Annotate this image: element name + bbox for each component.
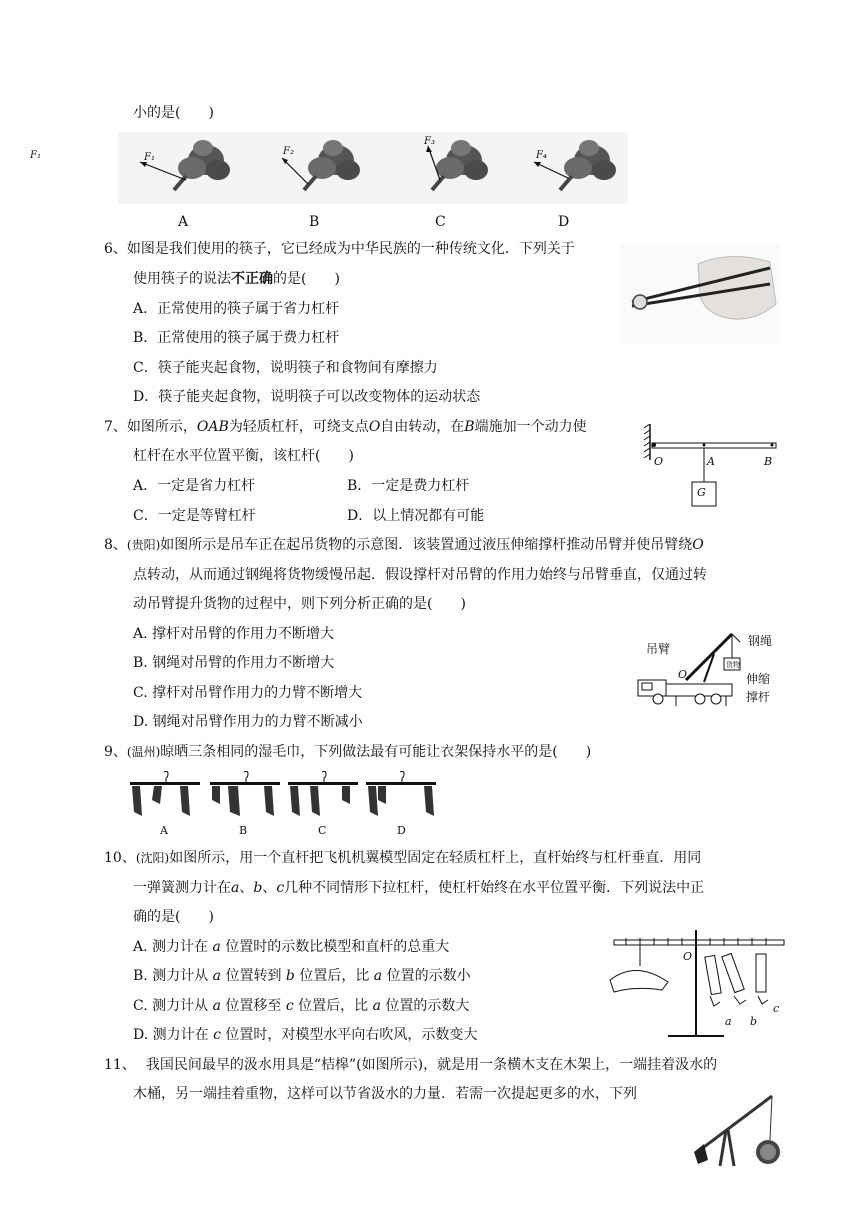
q8-option-b: B. 钢绳对吊臂的作用力不断增大: [133, 655, 335, 671]
q7-label-b: B: [764, 455, 773, 468]
q5-option-a-label: A: [178, 214, 189, 230]
q8-stem-line3: 动吊臂提升货物的过程中，则下列分析正确的是( ): [133, 596, 466, 612]
q6-option-b: B．正常使用的筷子属于费力杠杆: [133, 330, 340, 346]
q11-stem-line2: 木桶，另一端挂着重物，这样可以节省汲水的力量．若需一次提起更多的水，下列: [133, 1086, 637, 1102]
q8-source: (贵阳): [126, 538, 161, 552]
q7-number: 7、: [104, 419, 127, 435]
q10-stem-line3: 确的是( ): [133, 909, 214, 925]
q5-force-label: F₁: [30, 150, 41, 161]
q9-option-d-label: D: [397, 824, 406, 837]
q10-label-o: O: [683, 950, 693, 963]
q7-label-o: O: [654, 455, 664, 468]
q10-stem-line2: 一弹簧测力计在a、b、c几种不同情形下拉杠杆，使杠杆始终在水平位置平衡．下列说法中正: [133, 880, 705, 896]
q8-label-o: O: [678, 668, 688, 681]
q6-emphasis: 不正确: [231, 271, 273, 287]
q8-label-strut1: 伸缩: [746, 672, 771, 686]
q9-stem: 9、(温州)晾晒三条相同的湿毛巾，下列做法最有可能让衣架保持水平的是( ): [104, 744, 592, 760]
q7-option-d: D．以上情况都有可能: [347, 508, 485, 524]
q10-option-c: C. 测力计从 a 位置移至 c 位置后，比 a 位置的示数大: [133, 998, 470, 1014]
q9-option-a-label: A: [160, 824, 168, 837]
q8-label-arm: 吊臂: [646, 642, 671, 656]
q6-chopsticks-figure: [620, 244, 780, 344]
q7-option-b: B．一定是费力杠杆: [347, 478, 470, 494]
q7-stem-line2: 杠杆在水平位置平衡，该杠杆( ): [133, 448, 354, 464]
q8-option-c: C. 撑杆对吊臂作用力的力臂不断增大: [133, 685, 363, 701]
q9-option-b-label: B: [239, 824, 248, 837]
q7-label-g: G: [697, 486, 706, 499]
q8-stem-line1: 8、(贵阳)如图所示是吊车正在起吊货物的示意图．该装置通过液压伸缩撑杆推动吊臂并使吊臂绕O: [104, 537, 704, 553]
q7-label-a: A: [707, 455, 715, 468]
q6-stem-line2: 使用筷子的说法不正确的是( ): [133, 271, 340, 287]
q7-option-a: A．一定是省力杠杆: [133, 478, 256, 494]
q10-option-a: A. 测力计在 a 位置时的示数比模型和直杆的总重大: [133, 939, 450, 955]
q11-stem-line1: 11、 我国民间最早的汲水用具是“桔槔”(如图所示)，就是用一条横木支在木架上，一端挂着汲水的: [104, 1057, 718, 1073]
q10-number: 10、: [104, 850, 136, 866]
q5-force-label: F₄: [536, 150, 547, 161]
q5-figure: [118, 132, 628, 204]
q8-stem-line2: 点转动，从而通过钢绳将货物缓慢吊起．假设撑杆对吊臂的作用力始终与吊臂垂直，仅通过转: [133, 567, 707, 583]
q10-label-c: c: [773, 1002, 780, 1015]
q8-option-a: A. 撑杆对吊臂的作用力不断增大: [133, 626, 335, 642]
q7-option-c: C．一定是等臂杠杆: [133, 508, 256, 524]
q8-label-cargo: 货物: [726, 661, 740, 669]
q5-force-label: F₃: [424, 136, 435, 147]
q10-source: (沈阳): [135, 851, 170, 865]
q6-option-c: C．筷子能夹起食物，说明筷子和食物间有摩擦力: [133, 360, 438, 376]
q10-label-a: a: [725, 1015, 732, 1028]
q8-number: 8、: [104, 537, 127, 553]
q9-source: (温州): [126, 745, 161, 759]
q11-well-sweep-figure: [690, 1090, 790, 1170]
q8-label-rope: 钢绳: [748, 634, 773, 648]
q9-hangers-figure: [128, 770, 444, 822]
q5-force-label: F₁: [144, 152, 155, 163]
q10-option-b: B. 测力计从 a 位置转到 b 位置后，比 a 位置的示数小: [133, 968, 471, 984]
q11-number: 11、: [104, 1057, 136, 1073]
q10-label-b: b: [750, 1015, 758, 1028]
q6-option-a: A．正常使用的筷子属于省力杠杆: [133, 301, 340, 317]
q8-label-strut2: 撑杆: [746, 690, 771, 704]
q5-stem-tail: 小的是( ): [133, 105, 214, 121]
q8-option-d: D. 钢绳对吊臂作用力的力臂不断减小: [133, 714, 363, 730]
q6-stem-line1: 6、如图是我们使用的筷子，它已经成为中华民族的一种传统文化．下列关于: [104, 241, 575, 257]
q6-number: 6、: [104, 241, 127, 257]
q10-stem-line1: 10、(沈阳)如图所示，用一个直杆把飞机机翼模型固定在轻质杠杆上，直杆始终与杠杆垂直．用同: [104, 850, 702, 866]
q9-number: 9、: [104, 744, 127, 760]
q9-option-c-label: C: [318, 824, 327, 837]
q10-option-d: D. 测力计在 c 位置时，对模型水平向右吹风，示数变大: [133, 1027, 478, 1043]
q6-option-d: D．筷子能夹起食物，说明筷子可以改变物体的运动状态: [133, 389, 481, 405]
q7-lever-figure: [642, 424, 782, 516]
q5-force-label: F₂: [283, 146, 294, 157]
q10-lever-figure: [606, 930, 786, 1042]
q5-option-d-label: D: [558, 214, 570, 230]
q5-option-c-label: C: [435, 214, 446, 230]
q7-stem-line1: 7、如图所示，OAB为轻质杠杆，可绕支点O自由转动，在B端施加一个动力使: [104, 419, 587, 435]
q5-option-b-label: B: [309, 214, 320, 230]
